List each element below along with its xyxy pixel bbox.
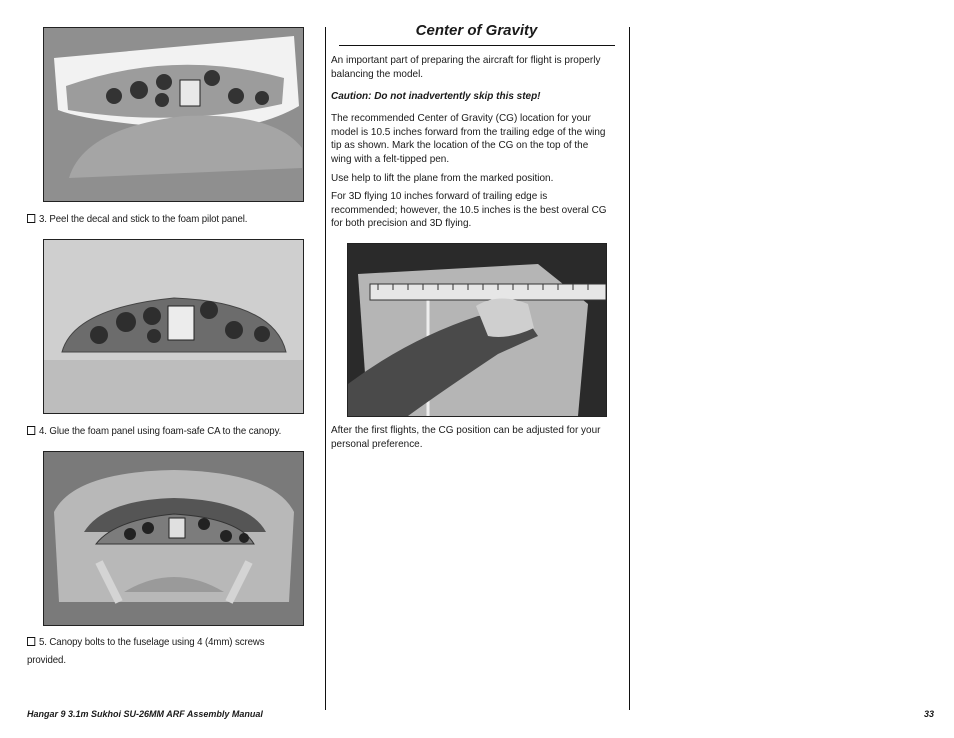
- title-underline: [339, 45, 615, 46]
- caution-paragraph: Caution: Do not inadvertently skip this step!: [331, 90, 541, 102]
- step4-caption: [27, 422, 321, 440]
- step3-checkbox[interactable]: [27, 214, 35, 223]
- footer-manual-title: Hangar 9 3.1m Sukhoi SU-26MM ARF Assembly Manual: [27, 709, 263, 719]
- intro-paragraph: An important part of preparing the aircraft for flight is properly balancing the model.: [331, 54, 601, 80]
- step5-caption: [27, 633, 321, 669]
- step5-checkbox[interactable]: [27, 637, 35, 646]
- three-d-paragraph: For 3D flying 10 inches forward of trailing edge is recommended; however, the 10.5 inches is the best overal CG for both precision and 3D flying.: [331, 190, 607, 229]
- photo-foam-panel: [43, 239, 304, 414]
- step5-text-line2: provided.: [27, 654, 66, 666]
- step3-text: 3. Peel the decal and stick to the foam pilot panel.: [38, 213, 248, 225]
- photo-cg-measurement: [347, 243, 607, 417]
- step5-text-line1: 5. Canopy bolts to the fuselage using 4 (4mm) screws: [38, 636, 265, 648]
- column-divider-left: [325, 27, 326, 710]
- step4-checkbox[interactable]: [27, 426, 35, 435]
- cg-location-paragraph: The recommended Center of Gravity (CG) location for your model is 10.5 inches forward from the trailing edge of the wing tip as shown. Mark the location of the CG on the top of the wing with a felt-tipped pen.: [331, 112, 606, 165]
- help-lift-paragraph: Use help to lift the plane from the marked position.: [331, 172, 554, 184]
- photo-decal-sheet: [43, 27, 304, 202]
- after-flights-paragraph: After the first flights, the CG position can be adjusted for your personal preference.: [331, 424, 601, 450]
- footer-page-number: 33: [924, 709, 935, 719]
- step4-text: 4. Glue the foam panel using foam-safe CA to the canopy.: [38, 425, 282, 437]
- column-divider-right: [629, 27, 630, 710]
- step3-caption: [27, 210, 303, 228]
- photo-canopy: [43, 451, 304, 626]
- section-title: Center of Gravity: [415, 22, 538, 39]
